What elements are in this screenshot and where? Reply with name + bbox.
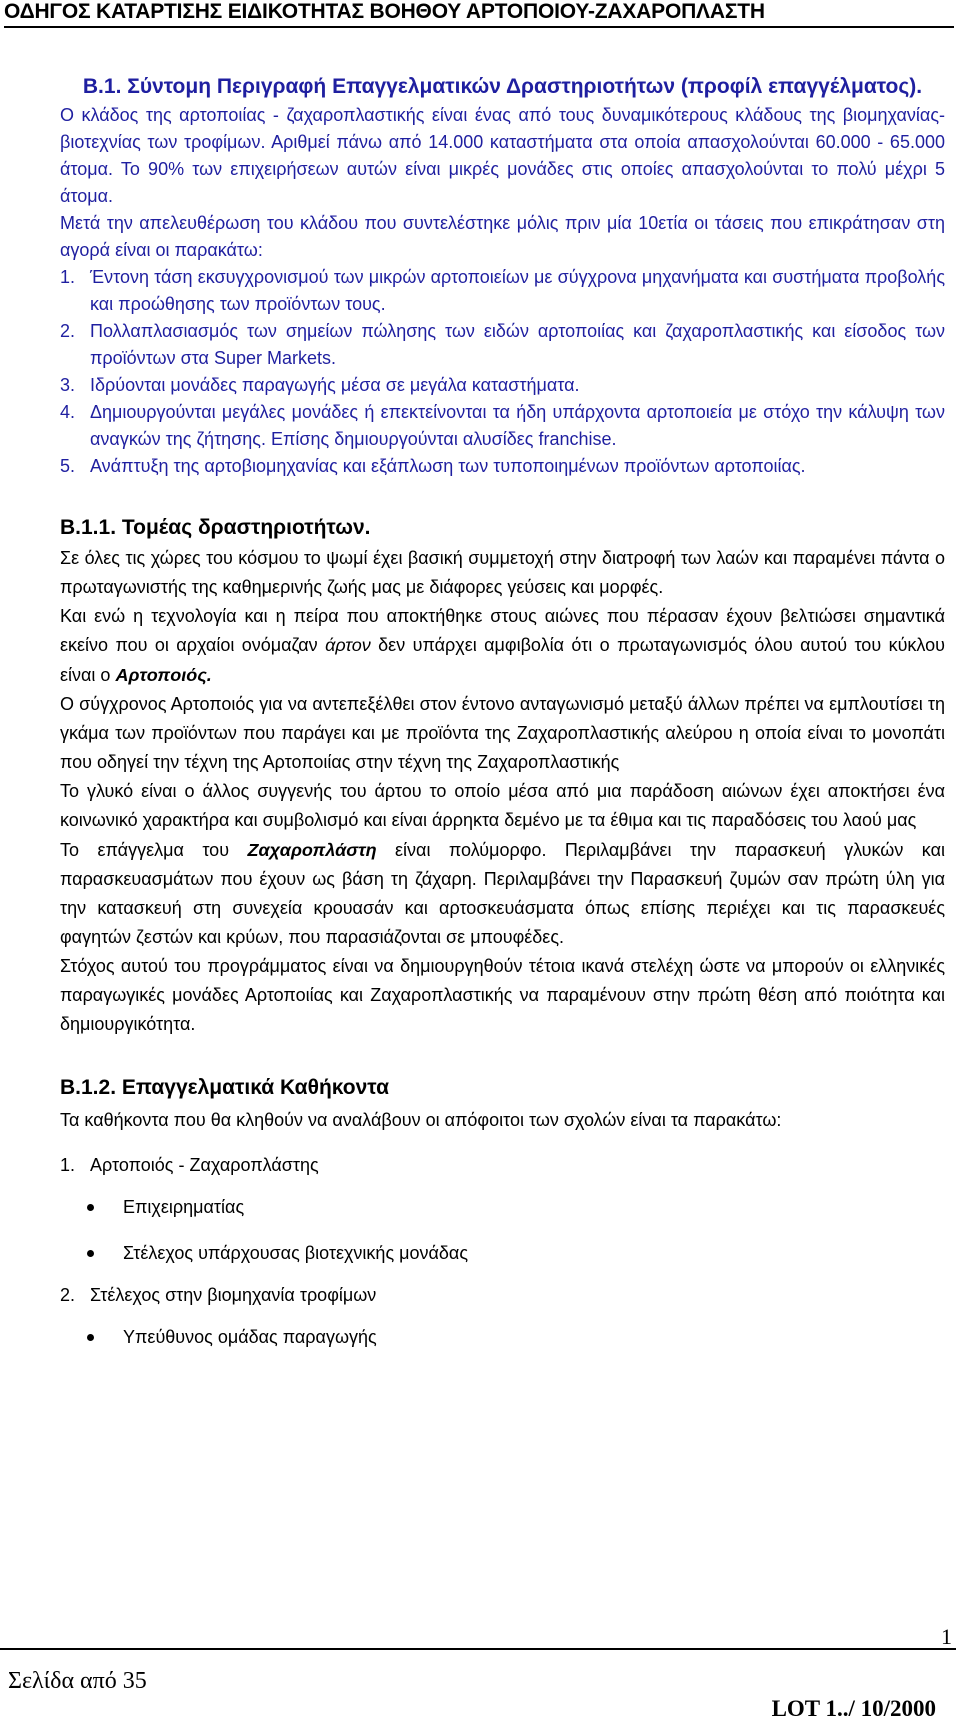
list-item: [60, 372, 945, 399]
list-item: [60, 399, 945, 453]
duty-group: [60, 1276, 945, 1314]
bullet-icon: [87, 1250, 94, 1257]
page-of-label: Σελίδα από 35: [8, 1668, 147, 1694]
lot-label: LOT 1../ 10/2000: [771, 1696, 936, 1721]
paragraph-text: δεν υπάρχει αμφιβολία ότι ο πρωταγωνισμός όλου αυτού του κύκλου είναι ο: [60, 635, 945, 685]
bullet-text: Στέλεχος υπάρχουσας βιοτεχνικής μονάδας: [123, 1242, 469, 1263]
list-item: [60, 453, 945, 480]
document-title: ΟΔΗΓΟΣ ΚΑΤΑΡΤΙΣΗΣ ΕΙΔΙΚΟΤΗΤΑΣ ΒΟΗΘΟΥ ΑΡΤΟΠΟΙΟΥ-ΖΑΧΑΡΟΠΛΑΣΤΗ: [4, 0, 765, 23]
header-rule: [4, 26, 954, 28]
duty-label: Αρτοποιός - Ζαχαροπλάστης: [90, 1154, 319, 1175]
list-item-number: 3.: [60, 375, 76, 396]
bullet-text: Επιχειρηματίας: [123, 1196, 245, 1217]
list-item-number: 1.: [60, 267, 76, 288]
list-item-text: Έντονη τάση εκσυγχρονισμού των μικρών αρτοποιείων με σύγχρονα μηχανήματα και συστήματα προβολής και προώθησης των προϊόντων τους.: [90, 267, 945, 315]
paragraph: [60, 602, 945, 689]
paragraph: Το γλυκό είναι ο άλλος συγγενής του άρτου το οποίο μέσα από μια παράδοση αιώνων έχει αποκτήσει ένα κοινωνικό χαρακτήρα και συμβολισμό και είναι άρρηκτα δεμένο με τα έθιμα και τις παραδόσεις του λαού μας: [60, 781, 945, 831]
list-item: [60, 318, 945, 372]
duties-list: [60, 1146, 945, 1360]
paragraph: Ο σύγχρονος Αρτοποιός για να αντεπεξέλθει στον έντονο ανταγωνισμό μεταξύ άλλων πρέπει να εμπλουτίσει τη γκάμα των προϊόντων που παράγει και με προϊόντα της Ζαχαροπλαστικής αλεύρου η οποία είναι το μονοπάτι που οδηγεί την τέχνη της Αρτοποιίας στην τέχνη της Ζαχαροπλαστικής: [60, 693, 945, 773]
list-item-text: Δημιουργούνται μεγάλες μονάδες ή επεκτείνονται τα ήδη υπάρχοντα αρτοποιεία με στόχο την κάλυψη των αναγκών της ζήτησης. Επίσης δημιουργούνται αλυσίδες franchise.: [90, 402, 945, 450]
section-b1-intro: Ο κλάδος της αρτοποιίας - ζαχαροπλαστικής είναι ένας από τους δυναμικότερους κλάδους της βιομηχανίας-βιοτεχνίας των τροφίμων. Αριθμεί πάνω από 14.000 καταστήματα στα οποία απασχολούνται 60.000 - 65.000 άτομα. Το 90% των επιχειρήσεων αυτών είναι μικρές μονάδες στις οποίες απασχολούνται το πολύ μέχρι 5 άτομα.: [60, 105, 945, 207]
duty-label: Στέλεχος στην βιομηχανία τροφίμων: [90, 1284, 377, 1305]
emphasis-term: Αρτοποιός.: [115, 664, 212, 685]
bullet-item: [60, 1184, 945, 1230]
page-footer: [0, 1624, 960, 1722]
list-item-text: Ανάπτυξη της αρτοβιομηχανίας και εξάπλωση των τυποποιημένων προϊόντων αρτοποιίας.: [90, 456, 806, 477]
section-b1-title: Β.1. Σύντομη Περιγραφή Επαγγελματικών Δραστηριοτήτων (προφίλ επαγγέλματος).: [82, 75, 923, 98]
duty-number: 2.: [60, 1284, 76, 1305]
emphasis-term: Ζαχαροπλάστη: [247, 839, 377, 860]
duty-number: 1.: [60, 1154, 76, 1175]
list-item-text: Ιδρύονται μονάδες παραγωγής μέσα σε μεγάλα καταστήματα.: [90, 375, 580, 396]
section-b1: [60, 72, 945, 480]
footer-rule: [0, 1648, 956, 1650]
bullet-icon: [87, 1204, 94, 1211]
list-item-number: 5.: [60, 456, 76, 477]
section-b11: [60, 512, 945, 1039]
bullet-icon: [87, 1334, 94, 1341]
paragraph-text: Το επάγγελμα του: [60, 839, 248, 860]
list-item: [60, 264, 945, 318]
trends-list: [60, 264, 945, 480]
paragraph-text: είναι πολύμορφο. Περιλαμβάνει την παρασκευή γλυκών και παρασκευασμάτων που έχουν ως βάση τη ζάχαρη. Περιλαμβάνει την Παρασκευή ζυμών σαν πρώτη ύλη για την κατασκευή στη συνεχεία κρουασάν και αρτοσκευάσματα όπως επίσης περιέχει και τις παρασκευές φαγητών ζεστών και κρύων, που παρασιάζονται σε μπουφέδες.: [60, 839, 945, 947]
section-b12: [60, 1072, 945, 1361]
page-header: [0, 0, 960, 28]
paragraph: Στόχος αυτού του προγράμματος είναι να δημιουργηθούν τέτοια ικανά στελέχη ώστε να μπορούν οι ελληνικές παραγωγικές μονάδες Αρτοποιίας και Ζαχαροπλαστικής να παραμένουν στην πρώτη θέση από ποιότητα και δημιουργικότητα.: [60, 956, 945, 1035]
bullet-item: [60, 1314, 945, 1360]
page-number: 1: [941, 1624, 952, 1649]
section-b1-lead: Μετά την απελευθέρωση του κλάδου που συντελέστηκε μόλις πριν μία 10ετία οι τάσεις που επικράτησαν στη αγορά είναι οι παρακάτω:: [60, 213, 945, 261]
paragraph-text: Και ενώ η τεχνολογία και η πείρα που αποκτήθηκε στους αιώνες που πέρασαν έχουν βελτιώσει σημαντικά εκείνο που οι αρχαίοι ονόμαζαν: [60, 606, 945, 656]
paragraph: [60, 836, 945, 953]
italic-term: άρτον: [325, 635, 371, 656]
duty-group: [60, 1146, 945, 1184]
list-item-number: 2.: [60, 321, 76, 342]
page-content: [60, 72, 945, 1360]
bullet-item: [60, 1230, 945, 1276]
section-b12-intro: Τα καθήκοντα που θα κληθούν να αναλάβουν οι απόφοιτοι των σχολών είναι τα παρακάτω:: [60, 1110, 782, 1131]
list-item-number: 4.: [60, 402, 76, 423]
section-b12-title: Β.1.2. Επαγγελματικά Καθήκοντα: [60, 1075, 389, 1099]
paragraph: Σε όλες τις χώρες του κόσμου το ψωμί έχει βασική συμμετοχή στην διατροφή των λαών και παραμένει πάντα ο πρωταγωνιστής της καθημερινής ζωής μας με διάφορες γεύσεις και μορφές.: [60, 547, 945, 598]
bullet-text: Υπεύθυνος ομάδας παραγωγής: [123, 1326, 377, 1347]
section-b11-title: Β.1.1. Τομέας δραστηριοτήτων.: [60, 516, 371, 540]
list-item-text: Πολλαπλασιασμός των σημείων πώλησης των ειδών αρτοποιίας και ζαχαροπλαστικής και είσοδος των προϊόντων στα Super Markets.: [90, 321, 945, 369]
